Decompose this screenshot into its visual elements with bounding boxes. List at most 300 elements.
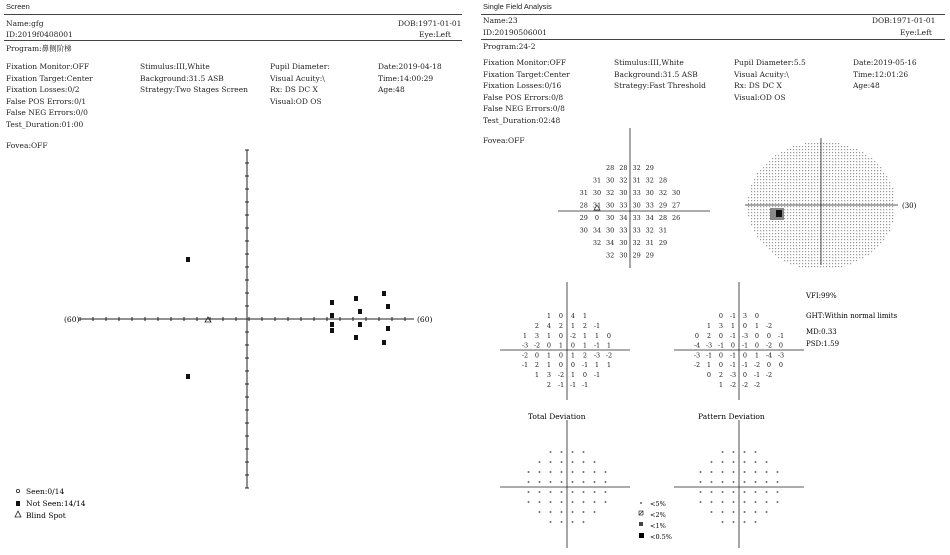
grid-value: 34 (606, 238, 615, 247)
grid-value: 1 (706, 361, 712, 370)
probability-dot (711, 501, 713, 503)
probability-dot (583, 501, 585, 503)
probability-dot (711, 471, 713, 473)
grid-value: -3 (741, 331, 749, 340)
not-seen-point (386, 304, 390, 309)
grid-value: 1 (570, 351, 576, 360)
grid-value: 33 (619, 201, 628, 210)
grid-value: 0 (718, 361, 724, 370)
probability-dot (561, 521, 563, 523)
probability-dot (594, 501, 596, 503)
total-deviation-values (522, 312, 612, 389)
grid-value: 3 (742, 312, 748, 321)
test-params-col1: Fixation Monitor:OFF Fixation Target:Center Fixation Losses:0/16 False POS Errors:0/8 False NEG Errors:0/8 Test_Duration:02:48 (483, 58, 570, 125)
grid-value: 31 (579, 188, 588, 197)
axis-left-label: (60) (64, 315, 80, 324)
probability-dot (711, 461, 713, 463)
grid-value: 26 (672, 213, 681, 222)
grid-value: 28 (619, 163, 628, 172)
patient-name: Name:gfg (6, 19, 44, 28)
probability-dot (605, 491, 607, 493)
p05-icon (639, 533, 644, 538)
grid-value: 30 (619, 251, 628, 260)
probability-dot (733, 521, 735, 523)
blind-spot-icon (15, 511, 21, 517)
grid-value: 32 (606, 251, 615, 260)
probability-dot (561, 511, 563, 513)
probability-dot (605, 471, 607, 473)
grid-value: 2 (718, 371, 724, 379)
grid-value: 4 (570, 312, 576, 321)
probability-dot (744, 501, 746, 503)
grid-value: 0 (570, 341, 576, 350)
probability-dot (755, 461, 757, 463)
psd-value: PSD:1.59 (806, 340, 840, 348)
grid-value: 0 (558, 331, 564, 340)
grid-value: -1 (569, 380, 577, 389)
grid-value: 1 (606, 361, 612, 370)
p2-icon (639, 511, 643, 515)
probability-dot (539, 461, 541, 463)
probability-dot (744, 491, 746, 493)
grid-value: -1 (593, 341, 601, 350)
grid-value: 30 (619, 238, 628, 247)
grid-value: 0 (778, 361, 784, 370)
grid-value: -1 (729, 312, 737, 321)
probability-dot (755, 471, 757, 473)
grid-value: -1 (557, 380, 565, 389)
grid-value: -1 (729, 361, 737, 370)
dob: DOB:1971-01-01 (398, 19, 462, 28)
probability-dot (572, 451, 574, 453)
ght-value: GHT:Within normal limits (806, 312, 898, 320)
patient-name: Name:23 (483, 16, 518, 25)
pattern-deviation-title: Pattern Deviation (698, 412, 765, 421)
grid-value: 3 (534, 331, 540, 340)
not-seen-point (354, 296, 358, 301)
grid-value: 0 (718, 351, 724, 360)
probability-dot (755, 521, 757, 523)
screen-field-plot (0, 0, 470, 555)
not-seen-point (330, 300, 334, 305)
probability-dot (755, 501, 757, 503)
grid-value: 0 (546, 341, 552, 350)
probability-dot (550, 481, 552, 483)
probability-dot (550, 471, 552, 473)
not-seen-point (358, 322, 362, 327)
grid-value: -2 (693, 361, 701, 370)
probability-dot (711, 511, 713, 513)
probability-dot (539, 501, 541, 503)
grid-value: 0 (706, 371, 712, 379)
probability-dot (594, 491, 596, 493)
probability-dot (550, 521, 552, 523)
probability-dot (572, 481, 574, 483)
grid-value: -1 (729, 351, 737, 360)
grid-value: 34 (645, 213, 654, 222)
probability-dot (766, 471, 768, 473)
grid-value: 1 (754, 351, 760, 360)
grid-value: 0 (730, 341, 736, 350)
grid-value: -2 (557, 371, 565, 379)
grid-value: 1 (582, 312, 588, 321)
grid-value: 32 (632, 238, 641, 247)
grid-value: 0 (694, 331, 700, 340)
grid-value: -1 (717, 341, 725, 350)
grid-value: 0 (558, 312, 564, 321)
probability-dot (550, 501, 552, 503)
probability-dot (583, 471, 585, 473)
grid-value: 2 (706, 331, 712, 340)
report-title: Single Field Analysis (483, 2, 552, 11)
probability-dot (722, 511, 724, 513)
probability-dot (583, 451, 585, 453)
divider (481, 39, 945, 40)
probability-dot (744, 511, 746, 513)
probability-dot (722, 501, 724, 503)
probability-dot (700, 471, 702, 473)
probability-dot (572, 521, 574, 523)
grid-value: 0 (594, 213, 600, 222)
grid-value: -3 (521, 341, 529, 350)
grid-value: 0 (742, 322, 748, 330)
probability-dot (583, 461, 585, 463)
seen-icon (16, 489, 19, 492)
probability-dot (777, 471, 779, 473)
grid-value: 2 (534, 361, 540, 370)
grid-value: 30 (672, 188, 681, 197)
grid-value: -1 (581, 380, 589, 389)
grid-value: 1 (570, 371, 576, 379)
greyscale-blind-spot (770, 208, 784, 220)
test-params-col2: Stimulus:III,White Background:31.5 ASB Strategy:Two Stages Screen (140, 62, 249, 94)
probability-dot (572, 461, 574, 463)
grid-value: 2 (546, 380, 552, 389)
md-value: MD:0.33 (806, 328, 837, 336)
probability-dot (528, 491, 530, 493)
probability-dot (583, 511, 585, 513)
probability-dot (744, 461, 746, 463)
grid-value: 31 (592, 201, 602, 210)
legend-not-seen: Not Seen:14/14 (26, 499, 86, 508)
grid-value: 0 (606, 331, 612, 340)
not-seen-point (354, 335, 358, 340)
grid-value: 0 (754, 331, 760, 340)
pattern-deviation-probability (700, 451, 779, 523)
test-params-col4: Date:2019-04-18 Time:14:00:29 Age:48 (378, 62, 442, 94)
report-title: Screen (6, 2, 30, 11)
grid-value: 31 (645, 238, 654, 247)
grid-value: -1 (729, 331, 737, 340)
grid-value: 30 (592, 188, 602, 197)
probability-dot (700, 491, 702, 493)
grid-value: 1 (534, 371, 540, 379)
vfi-value: VFI:99% (806, 292, 837, 300)
probability-dot (733, 451, 735, 453)
grid-value: 29 (658, 201, 668, 210)
not-seen-point (386, 326, 390, 331)
grid-value: 34 (619, 213, 628, 222)
probability-dot (777, 491, 779, 493)
test-params-col1: Fixation Monitor:OFF Fixation Target:Center Fixation Losses:0/2 False POS Errors:0/1 False NEG Errors:0/0 Test_Duration:01:00 (6, 62, 93, 129)
grid-value: 28 (579, 201, 588, 210)
grid-value: 1 (706, 322, 712, 330)
grid-value: 1 (606, 341, 612, 350)
probability-dot (583, 481, 585, 483)
grid-value: 32 (645, 226, 654, 235)
grid-value: 1 (546, 312, 552, 321)
p5-icon (640, 502, 642, 504)
grid-value: -3 (729, 371, 737, 379)
patient-id: ID:20190506001 (483, 28, 547, 37)
probability-dot (594, 511, 596, 513)
probability-dot (711, 491, 713, 493)
not-seen-point (330, 313, 334, 318)
grid-value: 31 (658, 226, 668, 235)
probability-dot (766, 481, 768, 483)
legend-p2: <2% (650, 511, 666, 519)
grid-value: 1 (546, 351, 552, 360)
probability-dot (528, 471, 530, 473)
greyscale-scale-label: (30) (902, 202, 917, 210)
grid-value: -3 (593, 351, 601, 360)
grid-value: 31 (592, 176, 602, 185)
grid-value: 0 (582, 371, 588, 379)
probability-dot (572, 511, 574, 513)
grid-value: -2 (521, 351, 529, 360)
grid-value: 30 (606, 226, 615, 235)
grid-value: 33 (632, 188, 641, 197)
probability-dot (594, 481, 596, 483)
patient-id: ID:2019f0408001 (6, 30, 73, 39)
probability-dot (572, 471, 574, 473)
grid-value: 32 (658, 188, 668, 197)
eye: Eye:Left (900, 28, 932, 37)
grid-value: -2 (729, 380, 737, 389)
grid-value: 29 (579, 213, 588, 222)
grid-value: -2 (765, 371, 773, 379)
test-params-col4: Date:2019-05-16 Time:12:01:26 Age:48 (853, 58, 917, 90)
grid-value: -1 (593, 322, 601, 330)
total-deviation-title: Total Deviation (528, 412, 586, 421)
probability-dot (755, 511, 757, 513)
probability-dot (722, 451, 724, 453)
probability-dot (539, 471, 541, 473)
probability-dot (733, 491, 735, 493)
legend-p5: <5% (650, 500, 666, 508)
grid-value: 28 (658, 176, 668, 185)
not-seen-point (358, 309, 362, 314)
not-seen-icon (16, 501, 20, 506)
grid-value: -3 (777, 351, 785, 360)
grid-value: 33 (619, 226, 628, 235)
probability-dot (572, 491, 574, 493)
probability-dot (561, 451, 563, 453)
probability-dot (766, 491, 768, 493)
grid-value: 30 (606, 213, 615, 222)
grid-value: 1 (594, 331, 600, 340)
grid-value: 0 (742, 371, 748, 379)
grid-value: -1 (593, 371, 601, 379)
probability-dot (733, 471, 735, 473)
fovea: Fovea:OFF (6, 141, 48, 150)
pattern-deviation-values (694, 312, 784, 389)
probability-dot (594, 461, 596, 463)
probability-dot (550, 461, 552, 463)
grid-value: 0 (766, 331, 772, 340)
grid-value: 1 (594, 361, 600, 370)
grid-value: 30 (606, 201, 615, 210)
grid-value: 27 (672, 201, 681, 210)
p1-icon (639, 522, 643, 526)
grid-value: 1 (754, 322, 760, 330)
grid-value: 4 (546, 322, 552, 330)
probability-dot (583, 521, 585, 523)
grid-value: 30 (645, 188, 654, 197)
grid-value: 32 (606, 188, 615, 197)
fovea: Fovea:OFF (483, 136, 525, 145)
grid-value: 33 (632, 226, 641, 235)
program: Program:24-2 (483, 42, 536, 51)
legend-p1: <1% (650, 522, 666, 530)
probability-dot (722, 471, 724, 473)
probability-dot (755, 481, 757, 483)
grid-value: 0 (558, 351, 564, 360)
grid-value: 0 (754, 312, 760, 321)
grid-value: 29 (632, 251, 641, 260)
grid-value: -2 (753, 380, 761, 389)
grid-value: -2 (765, 341, 773, 350)
grid-value: 0 (718, 312, 724, 321)
grid-value: 2 (534, 322, 540, 330)
probability-dot (733, 461, 735, 463)
probability-dot (550, 511, 552, 513)
grid-value: 1 (730, 322, 736, 330)
probability-dot (744, 521, 746, 523)
grid-value: 28 (658, 213, 668, 222)
grid-value: 0 (570, 361, 576, 370)
probability-dot (700, 481, 702, 483)
grid-value: 30 (632, 201, 641, 210)
grid-value: 0 (742, 351, 748, 360)
grid-value: 29 (645, 163, 654, 172)
legend-seen: Seen:0/14 (26, 487, 65, 496)
grid-value: -4 (765, 351, 773, 360)
probability-dot (528, 501, 530, 503)
grid-value: 31 (632, 176, 641, 185)
grid-value: 1 (522, 331, 528, 340)
not-seen-point (382, 291, 386, 296)
grid-value: 1 (570, 322, 576, 330)
test-params-col3: Pupil Diameter:5.5 Visual Acuity:\ Rx: DS DC X Visual:OD OS (734, 58, 806, 102)
greyscale-map (748, 143, 893, 267)
grid-value: 32 (632, 163, 641, 172)
grid-value: 2 (582, 322, 588, 330)
probability-dot (722, 521, 724, 523)
probability-dot (561, 501, 563, 503)
probability-dot (722, 461, 724, 463)
probability-dot (561, 481, 563, 483)
probability-dot (605, 501, 607, 503)
grid-value: 0 (534, 351, 540, 360)
total-deviation-probability (528, 451, 607, 523)
grid-value: 1 (582, 341, 588, 350)
not-seen-point (330, 322, 334, 327)
grid-value: 3 (546, 371, 552, 379)
probability-dot (711, 481, 713, 483)
not-seen-point (186, 257, 190, 262)
probability-dot (605, 481, 607, 483)
probability-dot (550, 451, 552, 453)
probability-dot (561, 461, 563, 463)
grid-value: 1 (718, 380, 724, 389)
probability-dot (766, 511, 768, 513)
test-params-col3: Pupil Diameter: Visual Acuity:\ Rx: DS DC X Visual:OD OS (270, 62, 330, 106)
grid-value: 0 (766, 361, 772, 370)
eye: Eye:Left (419, 30, 451, 39)
probability-dot (733, 481, 735, 483)
grid-value: -1 (521, 361, 529, 370)
grid-value: -2 (605, 351, 613, 360)
probability-dot (539, 481, 541, 483)
grid-value: -3 (705, 341, 713, 350)
grid-value: 34 (592, 226, 602, 235)
probability-dot (550, 491, 552, 493)
grid-value: 1 (558, 341, 564, 350)
grid-value: 28 (606, 163, 615, 172)
program: Program:鼻侧阶梯 (6, 44, 72, 53)
grid-value: -2 (569, 331, 577, 340)
probability-dot (755, 451, 757, 453)
grid-value: -1 (581, 361, 589, 370)
grid-value: 33 (632, 213, 641, 222)
probability-dot (766, 501, 768, 503)
grid-value: 0 (778, 341, 784, 350)
probability-dot (777, 501, 779, 503)
not-seen-point (186, 374, 190, 379)
grid-value: 1 (546, 361, 552, 370)
grid-value: 30 (619, 188, 628, 197)
probability-dot (583, 491, 585, 493)
grid-value: 32 (592, 238, 602, 247)
grid-value: 1 (546, 331, 552, 340)
axis-right-label: (60) (417, 315, 433, 324)
probability-dot (744, 481, 746, 483)
grid-value: 29 (645, 251, 654, 260)
grid-value: -1 (705, 351, 713, 360)
grid-value: 29 (658, 238, 668, 247)
probability-dot (561, 471, 563, 473)
probability-dot (539, 491, 541, 493)
probability-dot (722, 491, 724, 493)
probability-dot (594, 471, 596, 473)
grid-value: -1 (741, 341, 749, 350)
grid-value: 2 (582, 351, 588, 360)
grid-value: -2 (753, 361, 761, 370)
grid-value: -4 (693, 341, 701, 350)
grid-value: -2 (533, 341, 541, 350)
grid-value: -1 (777, 331, 785, 340)
legend-p05: <0.5% (650, 533, 672, 541)
threshold-values (580, 164, 681, 260)
probability-dot (744, 471, 746, 473)
grid-value: 30 (579, 226, 588, 235)
probability-dot (572, 501, 574, 503)
probability-dot (700, 501, 702, 503)
probability-dot (528, 481, 530, 483)
dob: DOB:1971-01-01 (872, 16, 936, 25)
grid-value: 32 (645, 176, 654, 185)
